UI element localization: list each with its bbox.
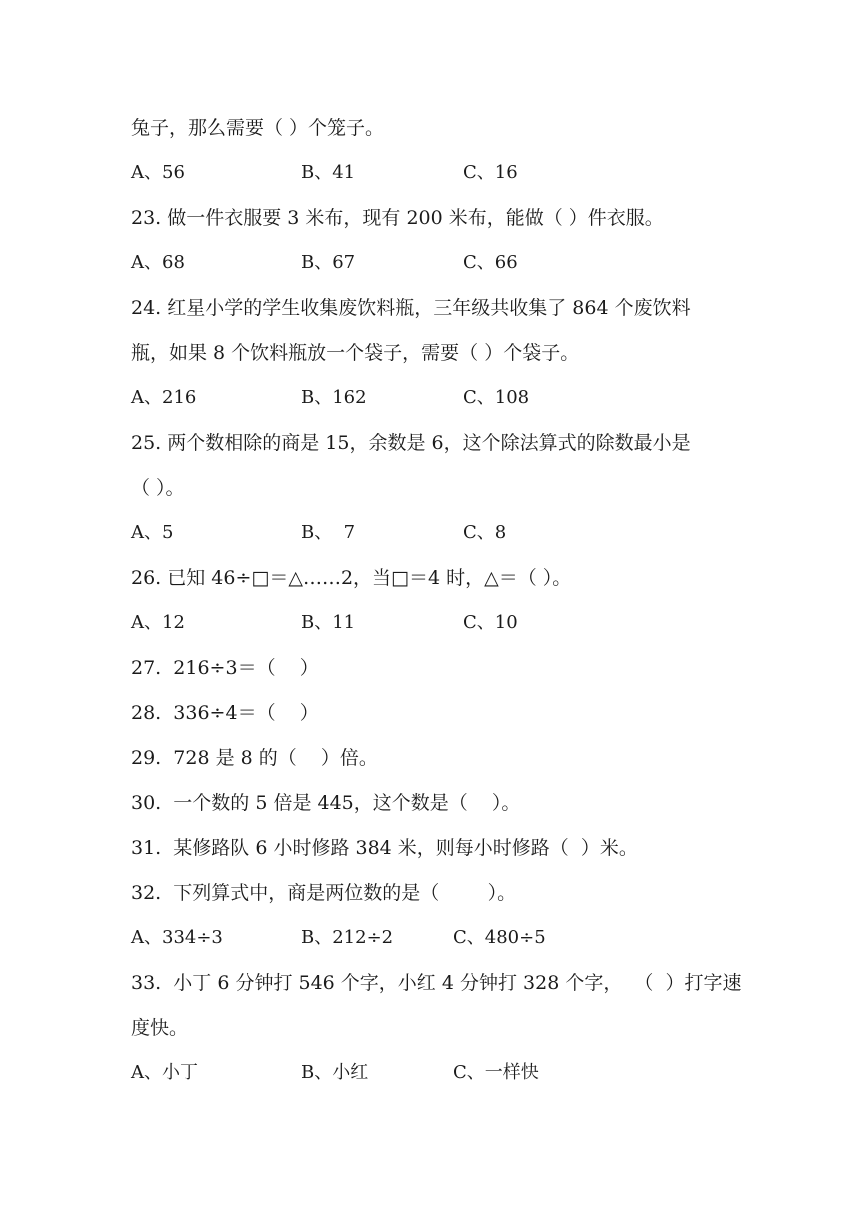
question-25-line-2: （ ）。 [131,477,185,499]
question-28: 28. 336÷4＝（ ） [131,702,319,724]
q23-option-b: B、67 [301,252,356,273]
question-24-line-2: 瓶，如果 8 个饮料瓶放一个袋子，需要（ ）个袋子。 [131,342,580,364]
question-33-line-2: 度快。 [131,1017,189,1039]
question-31: 31. 某修路队 6 小时修路 384 米，则每小时修路（ ）米。 [131,837,638,859]
question-27: 27. 216÷3＝（ ） [131,657,319,679]
q23-option-c: C、66 [463,252,518,273]
question-26: 26. 已知 46÷□＝△……2，当□＝4 时，△＝（ ）。 [131,567,572,589]
question-24-line-1: 24. 红星小学的学生收集废饮料瓶，三年级共收集了 864 个废饮料 [131,297,691,319]
question-25-line-1: 25. 两个数相除的商是 15，余数是 6，这个除法算式的除数最小是 [131,432,691,454]
question-32: 32. 下列算式中，商是两位数的是（ ）。 [131,882,517,904]
q25-option-c: C、8 [463,522,507,543]
q33-option-b: B、小红 [301,1062,369,1083]
q26-option-c: C、10 [463,612,518,633]
question-30: 30. 一个数的 5 倍是 445，这个数是（ ）。 [131,792,521,814]
q24-option-c: C、108 [463,387,530,408]
question-23: 23. 做一件衣服要 3 米布，现有 200 米布，能做（ ）件衣服。 [131,207,664,229]
q23-option-a: A、68 [131,252,185,273]
q32-option-b: B、212÷2 [301,927,394,948]
q24-option-a: A、216 [131,387,197,408]
question-29: 29. 728 是 8 的（ ）倍。 [131,747,378,769]
q33-option-c: C、一样快 [453,1062,539,1083]
q22-option-b: B、41 [301,162,356,183]
question-33-line-1: 33. 小丁 6 分钟打 546 个字，小红 4 分钟打 328 个字， （ ）打字速 [131,972,742,994]
q22-option-a: A、56 [131,162,185,183]
q22-option-c: C、16 [463,162,518,183]
q25-option-b: B、 7 [301,522,356,543]
q32-option-a: A、334÷3 [131,927,223,948]
q24-option-b: B、162 [301,387,367,408]
q33-option-a: A、小丁 [131,1062,198,1083]
question-22-continuation: 兔子，那么需要（ ）个笼子。 [131,117,385,139]
q26-option-a: A、12 [131,612,185,633]
q32-option-c: C、480÷5 [453,927,546,948]
q26-option-b: B、11 [301,612,356,633]
q25-option-a: A、5 [131,522,174,543]
